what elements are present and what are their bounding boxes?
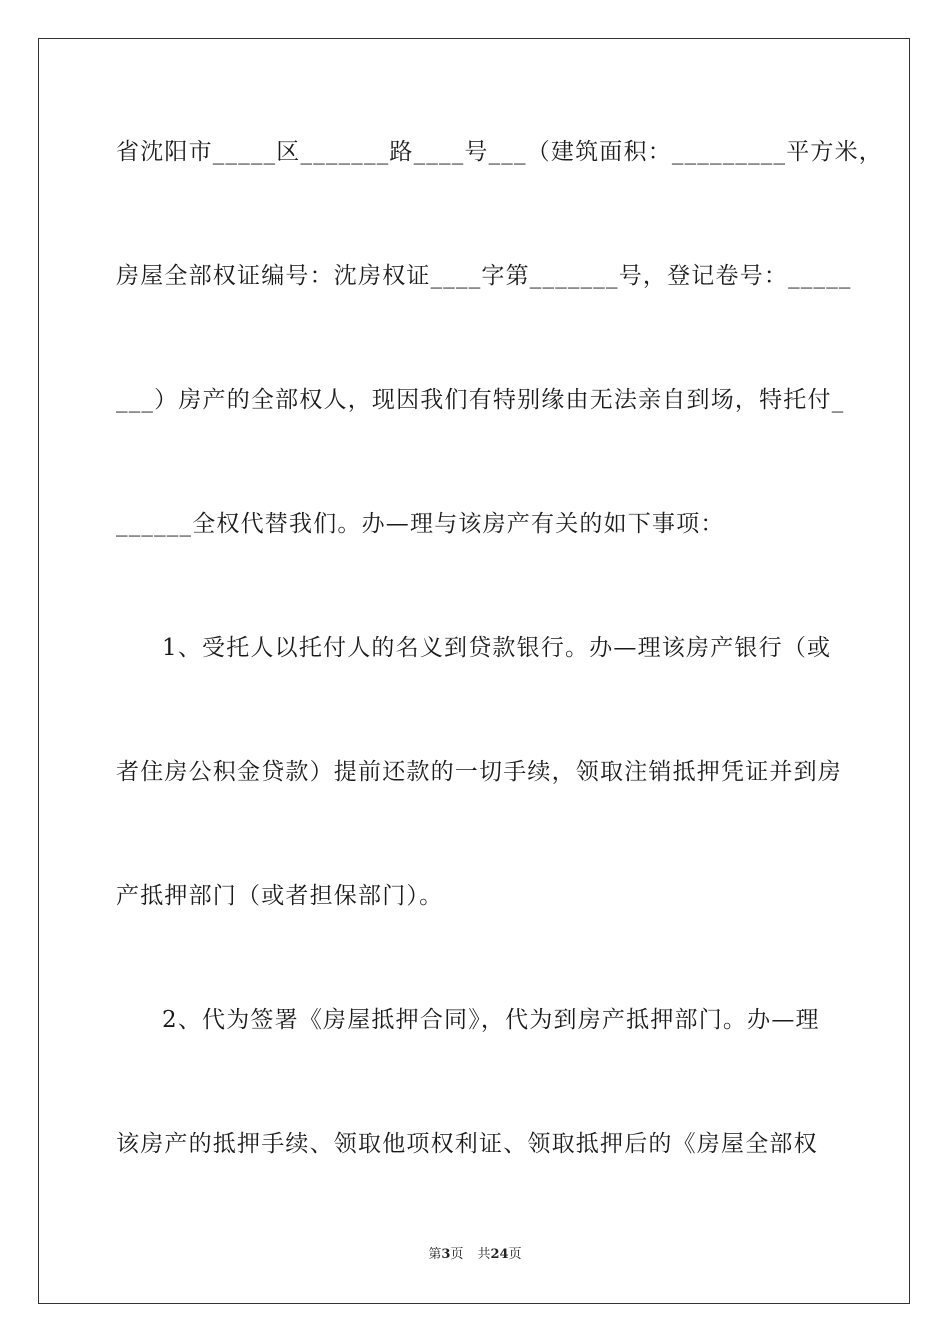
body-line-7: 产抵押部门（或者担保部门）。	[116, 883, 444, 909]
page-footer	[0, 1247, 950, 1263]
body-line-2: 房屋全部权证编号：沈房权证____字第_______号，登记卷号：_____	[116, 263, 852, 289]
footer-total-pages: 24	[490, 1247, 509, 1262]
body-line-8: 2、代为签署《房屋抵押合同》，代为到房产抵押部门。办—理	[162, 1007, 820, 1033]
page-border	[38, 38, 910, 1304]
body-line-9: 该房产的抵押手续、领取他项权利证、领取抵押后的《房屋全部权	[116, 1131, 818, 1157]
body-line-4: ______全权代替我们。办—理与该房产有关的如下事项：	[116, 511, 725, 537]
body-line-6: 者住房公积金贷款）提前还款的一切手续，领取注销抵押凭证并到房	[116, 759, 842, 785]
footer-page-suffix: 页	[450, 1247, 464, 1262]
body-line-1: 省沈阳市_____区_______路____号___（建筑面积：_________平方米，	[116, 139, 883, 165]
footer-page-number: 3	[441, 1247, 451, 1262]
body-line-5: 1、受托人以托付人的名义到贷款银行。办—理该房产银行（或	[162, 635, 832, 661]
footer-total-suffix: 页	[508, 1247, 522, 1262]
footer-total-prefix: 共	[477, 1247, 491, 1262]
body-line-3: ___）房产的全部权人，现因我们有特别缘由无法亲自到场，特托付_	[116, 387, 845, 413]
footer-page-prefix: 第	[428, 1247, 442, 1262]
